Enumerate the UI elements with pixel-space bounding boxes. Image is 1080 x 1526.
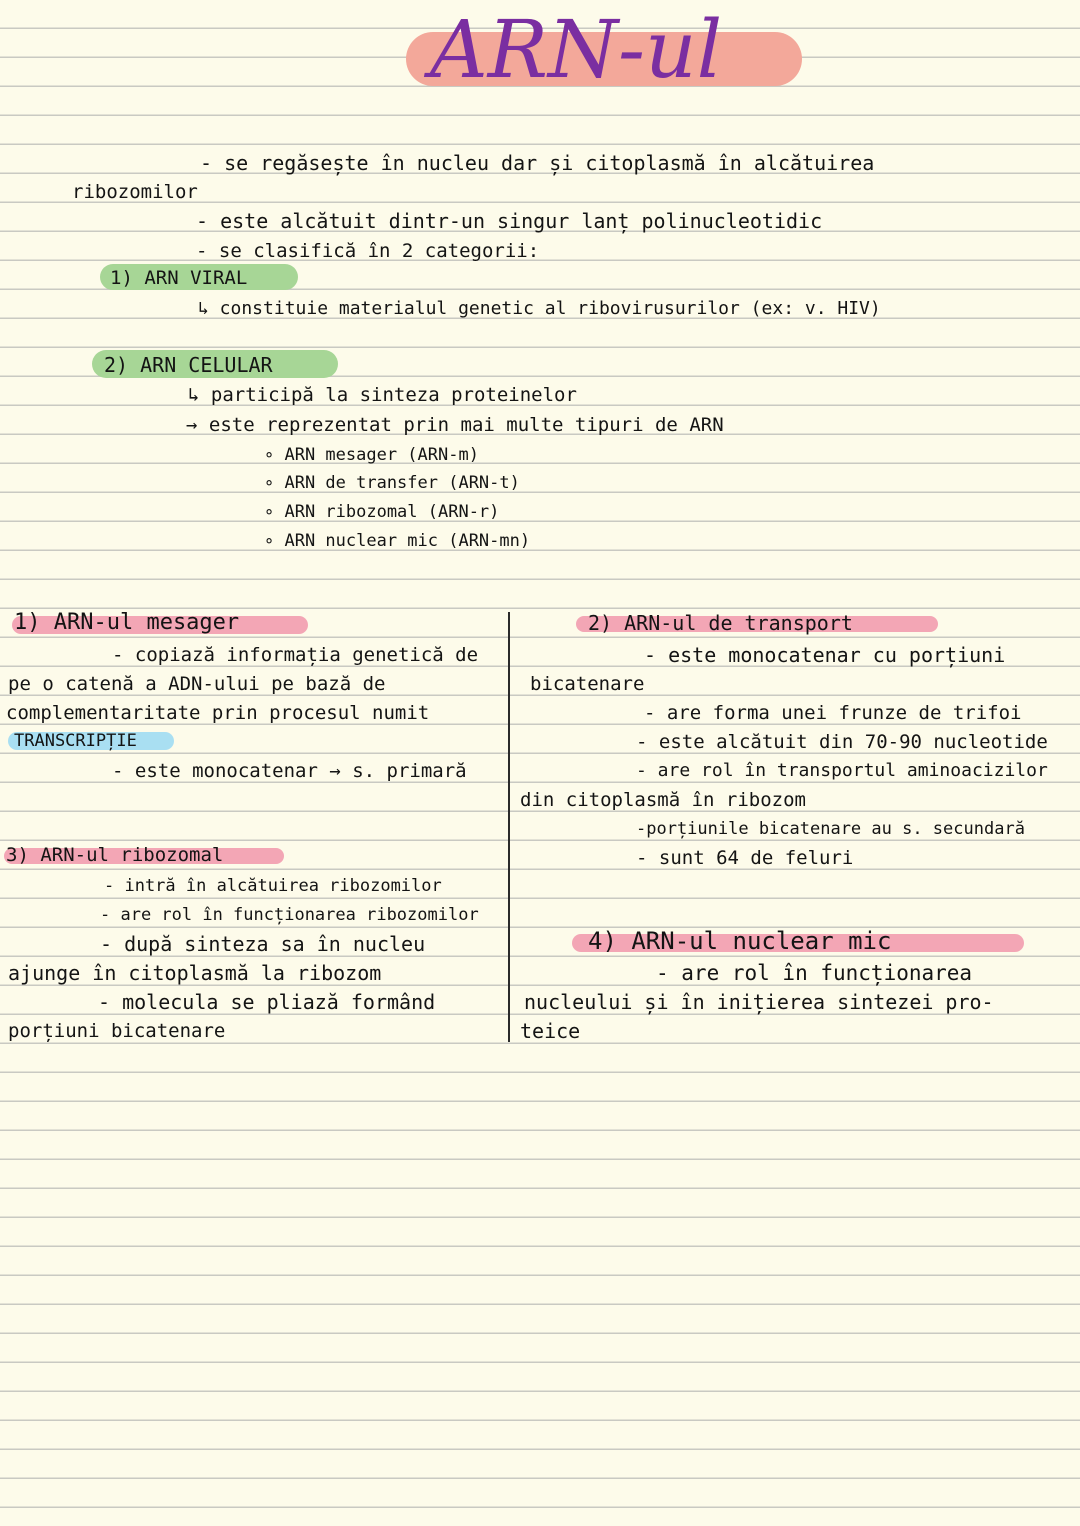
ribozomal-line: ajunge în citoplasmă la ribozom <box>8 961 382 985</box>
mesager-line: - este monocatenar → s. primară <box>112 760 467 782</box>
rna-type-item: ∘ ARN ribozomal (ARN-r) <box>264 502 500 522</box>
mesager-line: - copiază informația genetică de <box>112 644 479 666</box>
transport-line: - sunt 64 de feluri <box>636 847 854 869</box>
transport-line: - are rol în transportul aminoacizilor <box>636 760 1048 781</box>
column-divider <box>508 612 510 1042</box>
transport-heading: 2) ARN-ul de transport <box>588 611 853 635</box>
page-title: ARN-ul <box>430 3 723 96</box>
transport-line: din citoplasmă în ribozom <box>520 789 806 811</box>
nuclear-line: - are rol în funcționarea <box>656 961 973 985</box>
ribozomal-line: - intră în alcătuirea ribozomilor <box>104 876 442 896</box>
transport-line: bicatenare <box>530 673 645 695</box>
celular-line-1: ↳ participă la sinteza proteinelor <box>188 384 577 406</box>
mesager-heading: 1) ARN-ul mesager <box>14 610 240 635</box>
transcriptie-keyword: TRANSCRIPȚIE <box>14 731 137 751</box>
transport-line: - este monocatenar cu porțiuni <box>644 643 1006 667</box>
viral-description: ↳ constituie materialul genetic al ribovirusurilor (ex: v. HIV) <box>198 298 881 319</box>
ribozomal-line: porțiuni bicatenare <box>8 1020 226 1042</box>
mesager-line: complementaritate prin procesul numit <box>6 702 430 724</box>
intro-line-1: - se regăsește în nucleu dar și citoplasmă în alcătuirea <box>200 151 875 175</box>
nuclear-line: nucleului și în inițierea sintezei pro- <box>524 990 994 1014</box>
mesager-line: pe o catenă a ADN-ului pe bază de <box>8 673 386 695</box>
intro-line-2: ribozomilor <box>72 181 198 203</box>
ribozomal-heading: 3) ARN-ul ribozomal <box>6 844 224 866</box>
nuclear-heading: 4) ARN-ul nuclear mic <box>588 927 892 955</box>
ribozomal-line: - după sinteza sa în nucleu <box>100 932 426 956</box>
celular-line-2: → este reprezentat prin mai multe tipuri de ARN <box>186 414 724 436</box>
rna-type-item: ∘ ARN de transfer (ARN-t) <box>264 473 520 493</box>
intro-line-4: - se clasifică în 2 categorii: <box>196 240 540 262</box>
transport-line: -porțiunile bicatenare au s. secundară <box>636 819 1025 839</box>
rna-type-item: ∘ ARN mesager (ARN-m) <box>264 445 479 465</box>
nuclear-line: teice <box>520 1019 581 1043</box>
viral-heading: 1) ARN VIRAL <box>110 267 248 289</box>
transport-line: - este alcătuit din 70-90 nucleotide <box>636 731 1048 753</box>
ribozomal-line: - molecula se pliază formând <box>98 990 436 1014</box>
rna-type-item: ∘ ARN nuclear mic (ARN-mn) <box>264 531 531 551</box>
celular-heading: 2) ARN CELULAR <box>104 353 273 377</box>
transport-line: - are forma unei frunze de trifoi <box>644 702 1022 724</box>
intro-line-3: - este alcătuit dintr-un singur lanț polinucleotidic <box>196 209 823 233</box>
ribozomal-line: - are rol în funcționarea ribozomilor <box>100 905 479 925</box>
